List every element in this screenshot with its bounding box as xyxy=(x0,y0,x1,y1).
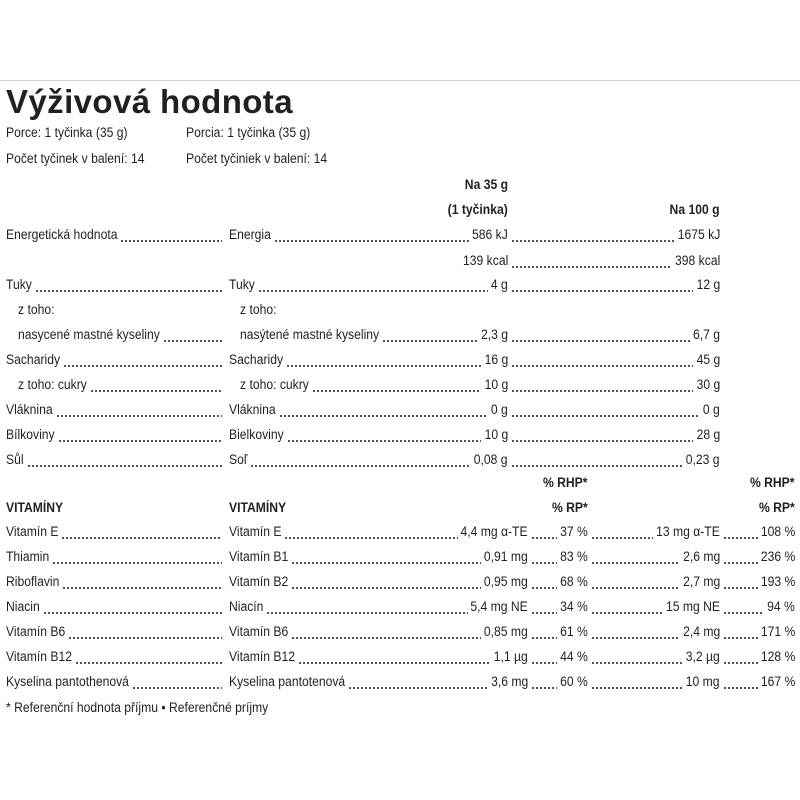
leader-dots xyxy=(531,686,557,692)
rp-header-2: % RP* xyxy=(759,500,795,515)
vitamin-label-cz: Thiamin xyxy=(6,549,50,564)
vitamin-percent-35g: 68 % xyxy=(560,574,588,589)
leader-dots xyxy=(279,414,488,420)
leader-dots xyxy=(62,586,222,592)
leader-dots xyxy=(723,561,758,567)
leader-dots xyxy=(511,414,700,420)
vitamin-value-35g: 5,4 mg NE xyxy=(470,599,528,614)
leader-dots xyxy=(287,439,482,445)
leader-dots xyxy=(35,289,222,295)
leader-dots xyxy=(75,661,222,667)
nutrient-value-100g: 0 g xyxy=(703,402,720,417)
leader-dots xyxy=(52,561,222,567)
nutrient-value-100g: 30 g xyxy=(696,377,720,392)
nutrient-value-35g: 2,3 g xyxy=(480,327,508,342)
nutrient-value-35g: 10 g xyxy=(484,427,508,442)
leader-dots xyxy=(511,439,693,445)
leader-dots xyxy=(511,289,693,295)
vitamin-label-sk: Vitamín B12 xyxy=(229,649,295,664)
leader-dots xyxy=(531,661,557,667)
leader-dots xyxy=(531,561,557,567)
vitamin-percent-35g: 61 % xyxy=(560,624,588,639)
serving-cz: Porce: 1 tyčinka (35 g) xyxy=(6,125,128,140)
vitamin-value-100g: 2,4 mg xyxy=(682,624,720,639)
leader-dots xyxy=(291,561,481,567)
nutrient-label-sk: z toho: xyxy=(240,302,277,317)
leader-dots xyxy=(511,265,672,271)
count-sk: Počet tyčiniek v balení: 14 xyxy=(186,151,328,166)
leader-dots xyxy=(591,561,680,567)
leader-dots xyxy=(298,661,491,667)
rp-header-1: % RP* xyxy=(552,500,588,515)
col100-header: Na 100 g xyxy=(670,202,720,217)
nutrient-value-100g: 1675 kJ xyxy=(677,227,720,242)
vitamin-percent-35g: 44 % xyxy=(560,649,588,664)
vitamin-value-35g: 3,6 mg xyxy=(490,674,528,689)
vitamin-row xyxy=(0,523,800,543)
leader-dots xyxy=(348,686,488,692)
vitamin-label-sk: Vitamín B2 xyxy=(229,574,289,589)
nutrient-value-100g: 6,7 g xyxy=(692,327,720,342)
leader-dots xyxy=(312,389,481,395)
vitamin-percent-35g: 83 % xyxy=(560,549,588,564)
vitamin-value-100g: 3,2 µg xyxy=(685,649,720,664)
vitamin-percent-100g: 236 % xyxy=(760,549,795,564)
nutrient-label-sk: Sacharidy xyxy=(229,352,284,367)
leader-dots xyxy=(120,239,222,245)
leader-dots xyxy=(68,636,222,642)
leader-dots xyxy=(90,389,222,395)
leader-dots xyxy=(531,611,557,617)
nutrient-row xyxy=(0,376,800,396)
vitamin-label-cz: Vitamín E xyxy=(6,524,59,539)
leader-dots xyxy=(591,661,683,667)
nutrient-label-sk: Bielkoviny xyxy=(229,427,284,442)
nutrient-label-cz: Bílkoviny xyxy=(6,427,55,442)
vitamin-value-100g: 15 mg NE xyxy=(665,599,720,614)
vitamin-percent-100g: 108 % xyxy=(760,524,795,539)
leader-dots xyxy=(61,536,222,542)
nutrient-label-sk: nasýtené mastné kyseliny xyxy=(240,327,380,342)
vitamin-label-cz: Kyselina pantothenová xyxy=(6,674,129,689)
nutrient-label-cz: z toho: xyxy=(18,302,55,317)
leader-dots xyxy=(132,686,222,692)
nutrient-row xyxy=(0,426,800,446)
leader-dots xyxy=(511,339,690,345)
nutrient-label-sk: z toho: cukry xyxy=(240,377,309,392)
vitamin-label-sk: Kyselina pantotenová xyxy=(229,674,346,689)
vitamin-value-35g: 1,1 µg xyxy=(493,649,528,664)
footnote: * Referenční hodnota příjmu • Referenčné príjmy xyxy=(6,700,269,715)
nutrient-value-35g: 0 g xyxy=(491,402,508,417)
nutrient-row xyxy=(0,226,800,246)
nutrient-row xyxy=(0,401,800,421)
vitamin-value-100g: 13 mg α-TE xyxy=(656,524,720,539)
vitamin-label-sk: Vitamín B6 xyxy=(229,624,289,639)
vitamin-percent-100g: 94 % xyxy=(767,599,795,614)
nutrient-value-100g: 28 g xyxy=(696,427,720,442)
leader-dots xyxy=(723,686,758,692)
nutrient-value-100g: 0,23 g xyxy=(686,452,720,467)
nutrient-label-sk: Tuky xyxy=(229,277,255,292)
leader-dots xyxy=(163,339,222,345)
leader-dots xyxy=(723,636,758,642)
rhp-header-2: % RHP* xyxy=(750,475,795,490)
vitamin-row xyxy=(0,623,800,643)
vitamin-percent-100g: 171 % xyxy=(760,624,795,639)
col35-header-line2: (1 tyčinka) xyxy=(447,202,508,217)
leader-dots xyxy=(63,364,222,370)
leader-dots xyxy=(258,289,488,295)
vitamin-value-35g: 4,4 mg α-TE xyxy=(460,524,528,539)
vitamin-percent-100g: 193 % xyxy=(760,574,795,589)
vitamin-row xyxy=(0,673,800,693)
nutrient-value-35g: 16 g xyxy=(484,352,508,367)
leader-dots xyxy=(531,536,557,542)
vitamin-label-cz: Vitamín B12 xyxy=(6,649,72,664)
vitamin-value-35g: 0,95 mg xyxy=(484,574,528,589)
vitamin-value-35g: 0,85 mg xyxy=(484,624,528,639)
leader-dots xyxy=(511,239,674,245)
vitamin-value-100g: 10 mg xyxy=(686,674,720,689)
nutrient-label-sk: Energia xyxy=(229,227,271,242)
vitamin-row xyxy=(0,648,800,668)
nutrient-value-100g: 398 kcal xyxy=(674,253,720,268)
leader-dots xyxy=(591,586,680,592)
leader-dots xyxy=(531,636,557,642)
nutrient-label-cz: nasycené mastné kyseliny xyxy=(18,327,160,342)
nutrient-label-sk: Soľ xyxy=(229,452,248,467)
nutrient-label-cz: Sacharidy xyxy=(6,352,61,367)
nutrient-label-cz: z toho: cukry xyxy=(18,377,87,392)
nutrient-value-35g: 10 g xyxy=(484,377,508,392)
vitamin-value-100g: 2,7 mg xyxy=(682,574,720,589)
col35-header-line1: Na 35 g xyxy=(464,177,508,192)
nutrient-row xyxy=(0,301,800,321)
vitamin-percent-35g: 37 % xyxy=(560,524,588,539)
leader-dots xyxy=(291,586,481,592)
nutrient-row xyxy=(0,326,800,346)
leader-dots xyxy=(284,536,457,542)
vitamin-label-cz: Vitamín B6 xyxy=(6,624,66,639)
leader-dots xyxy=(382,339,478,345)
vitamins-header-cz: VITAMÍNY xyxy=(6,500,64,515)
leader-dots xyxy=(723,611,764,617)
leader-dots xyxy=(27,464,222,470)
leader-dots xyxy=(291,636,481,642)
nutrient-value-100g: 45 g xyxy=(696,352,720,367)
nutrient-value-35g: 0,08 g xyxy=(474,452,508,467)
rhp-header-1: % RHP* xyxy=(543,475,588,490)
vitamin-value-100g: 2,6 mg xyxy=(682,549,720,564)
top-divider xyxy=(0,80,800,81)
vitamin-row xyxy=(0,548,800,568)
nutrient-label-cz: Vláknina xyxy=(6,402,53,417)
nutrient-value-100g: 12 g xyxy=(696,277,720,292)
leader-dots xyxy=(723,536,758,542)
leader-dots xyxy=(723,586,758,592)
page-title: Výživová hodnota xyxy=(6,83,293,120)
nutrient-label-cz: Sůl xyxy=(6,452,24,467)
vitamin-percent-100g: 167 % xyxy=(760,674,795,689)
vitamin-label-sk: Niacín xyxy=(229,599,264,614)
nutrient-label-sk: Vláknina xyxy=(229,402,276,417)
nutrient-value-35g: 4 g xyxy=(491,277,508,292)
nutrient-label-cz: Energetická hodnota xyxy=(6,227,118,242)
leader-dots xyxy=(511,364,693,370)
leader-dots xyxy=(58,439,222,445)
leader-dots xyxy=(56,414,222,420)
leader-dots xyxy=(511,464,683,470)
leader-dots xyxy=(591,636,680,642)
leader-dots xyxy=(591,611,663,617)
leader-dots xyxy=(511,389,693,395)
leader-dots xyxy=(43,611,222,617)
nutrient-value-35g: 139 kcal xyxy=(462,253,508,268)
serving-sk: Porcia: 1 tyčinka (35 g) xyxy=(186,125,311,140)
leader-dots xyxy=(250,464,471,470)
leader-dots xyxy=(531,586,557,592)
vitamin-label-cz: Riboflavin xyxy=(6,574,60,589)
vitamin-label-sk: Vitamín B1 xyxy=(229,549,289,564)
nutrient-row xyxy=(0,451,800,471)
vitamin-percent-35g: 60 % xyxy=(560,674,588,689)
nutrient-value-35g: 586 kJ xyxy=(472,227,508,242)
vitamin-row xyxy=(0,573,800,593)
nutrient-row xyxy=(0,276,800,296)
nutrient-row xyxy=(0,252,800,272)
leader-dots xyxy=(286,364,481,370)
vitamin-percent-100g: 128 % xyxy=(760,649,795,664)
vitamin-value-35g: 0,91 mg xyxy=(484,549,528,564)
leader-dots xyxy=(266,611,467,617)
vitamin-label-sk: Vitamín E xyxy=(229,524,282,539)
count-cz: Počet tyčinek v balení: 14 xyxy=(6,151,145,166)
nutrient-row xyxy=(0,351,800,371)
leader-dots xyxy=(591,536,653,542)
leader-dots xyxy=(274,239,469,245)
leader-dots xyxy=(723,661,758,667)
vitamin-percent-35g: 34 % xyxy=(560,599,588,614)
vitamin-label-cz: Niacin xyxy=(6,599,40,614)
leader-dots xyxy=(591,686,683,692)
vitamins-header-sk: VITAMÍNY xyxy=(229,500,287,515)
nutrient-label-cz: Tuky xyxy=(6,277,32,292)
vitamin-row xyxy=(0,598,800,618)
